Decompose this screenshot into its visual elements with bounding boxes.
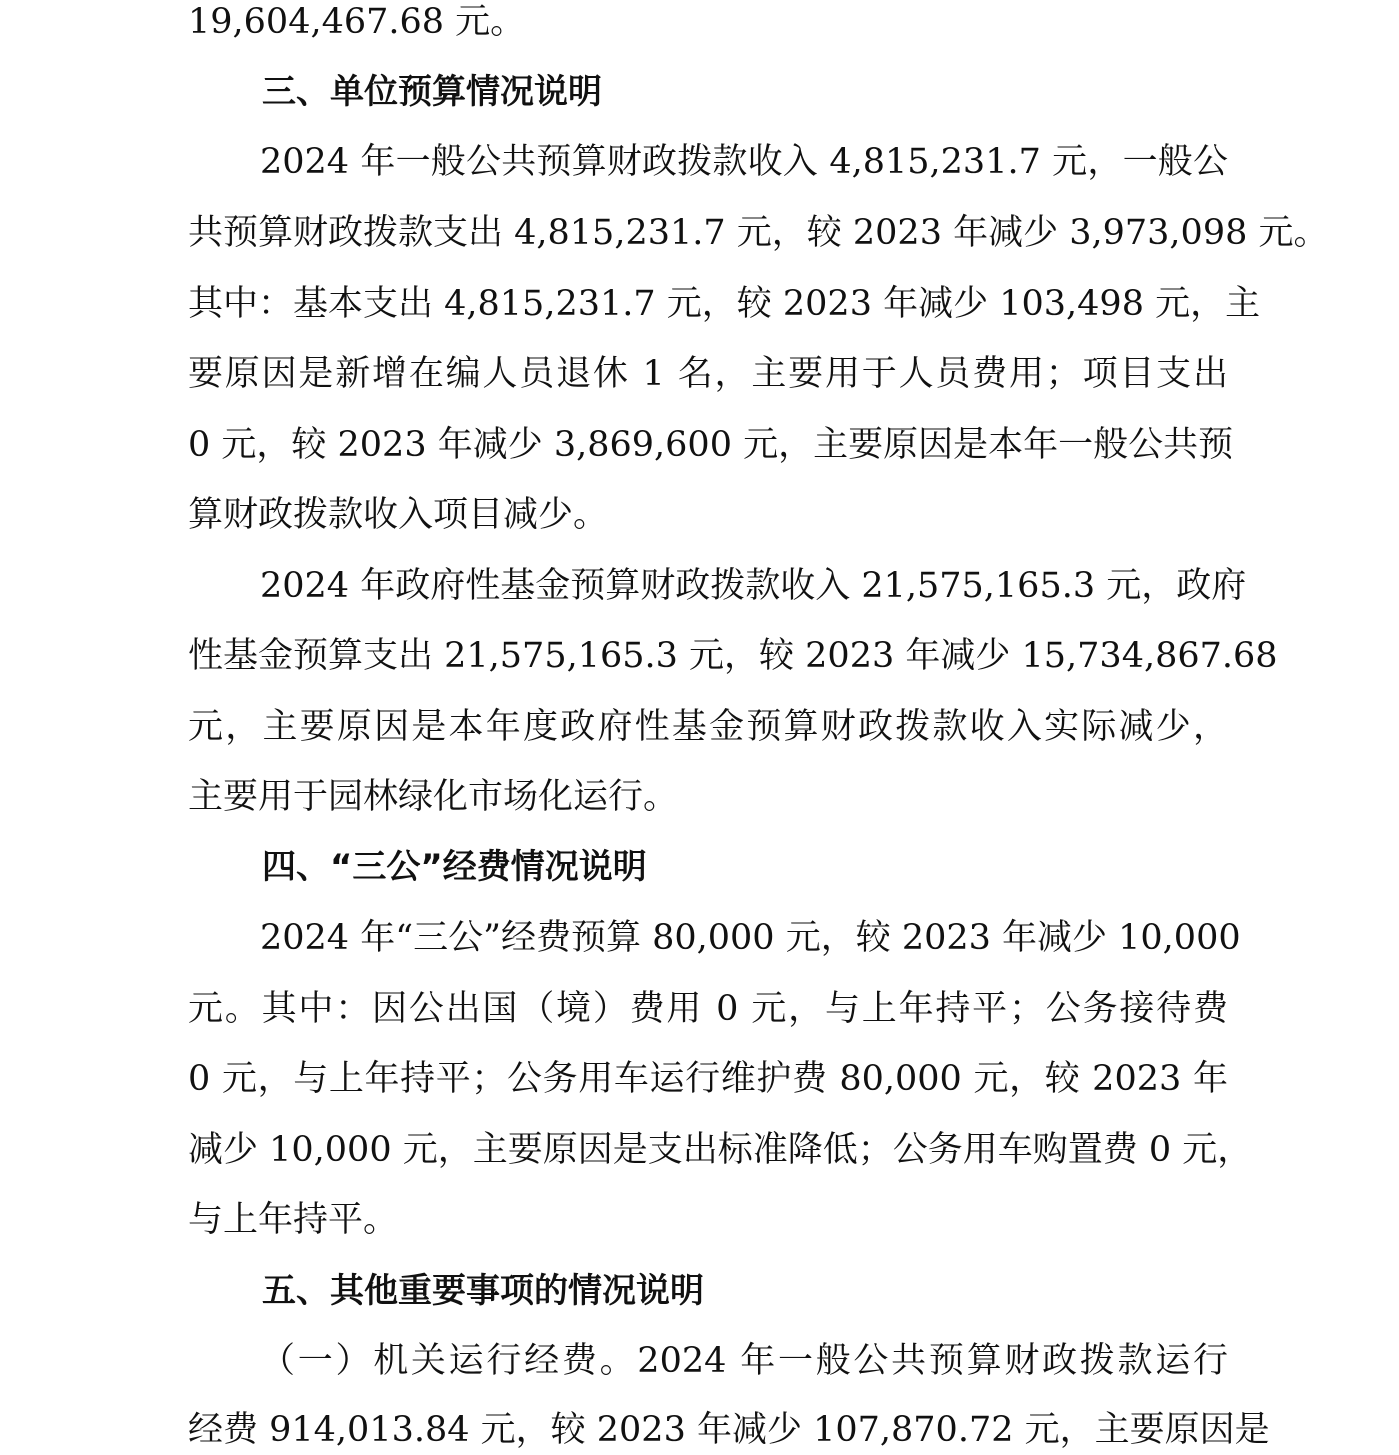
- text-line: 与上年持平。: [188, 1200, 399, 1240]
- text-line: （一）机关运行经费。2024 年一般公共预算财政拨款运行: [260, 1341, 1228, 1381]
- text-line: 19,604,467.68 元。: [188, 2, 526, 42]
- text-line: 减少 10,000 元，主要原因是支出标准降低；公务用车购置费 0 元，: [188, 1130, 1253, 1170]
- text-line: 经费 914,013.84 元，较 2023 年减少 107,870.72 元，主要原因是: [188, 1410, 1270, 1450]
- text-line: 0 元，较 2023 年减少 3,869,600 元，主要原因是本年一般公共预: [188, 425, 1234, 465]
- text-line: 元，主要原因是本年度政府性基金预算财政拨款收入实际减少，: [188, 707, 1228, 747]
- text-line: 0 元，与上年持平；公务用车运行维护费 80,000 元，较 2023 年: [188, 1059, 1228, 1099]
- text-line: 算财政拨款收入项目减少。: [188, 495, 609, 535]
- text-line: 主要用于园林绿化市场化运行。: [188, 777, 679, 817]
- text-line: 元。其中：因公出国（境）费用 0 元，与上年持平；公务接待费: [188, 989, 1228, 1029]
- text-line: 2024 年政府性基金预算财政拨款收入 21,575,165.3 元，政府: [260, 566, 1247, 606]
- text-line: 共预算财政拨款支出 4,815,231.7 元，较 2023 年减少 3,973,098 元。: [188, 213, 1329, 253]
- text-line: 其中：基本支出 4,815,231.7 元，较 2023 年减少 103,498 元，主: [188, 284, 1261, 324]
- text-line: 性基金预算支出 21,575,165.3 元，较 2023 年减少 15,734,867.68: [188, 636, 1278, 676]
- text-line: 2024 年一般公共预算财政拨款收入 4,815,231.7 元，一般公: [260, 142, 1228, 182]
- text-line: 2024 年“三公”经费预算 80,000 元，较 2023 年减少 10,000: [260, 918, 1241, 958]
- section-heading-three-public-expenses: 四、“三公”经费情况说明: [262, 847, 647, 887]
- section-heading-other-matters: 五、其他重要事项的情况说明: [262, 1271, 704, 1311]
- text-line: 要原因是新增在编人员退休 1 名，主要用于人员费用；项目支出: [188, 354, 1228, 394]
- section-heading-unit-budget: 三、单位预算情况说明: [262, 72, 602, 112]
